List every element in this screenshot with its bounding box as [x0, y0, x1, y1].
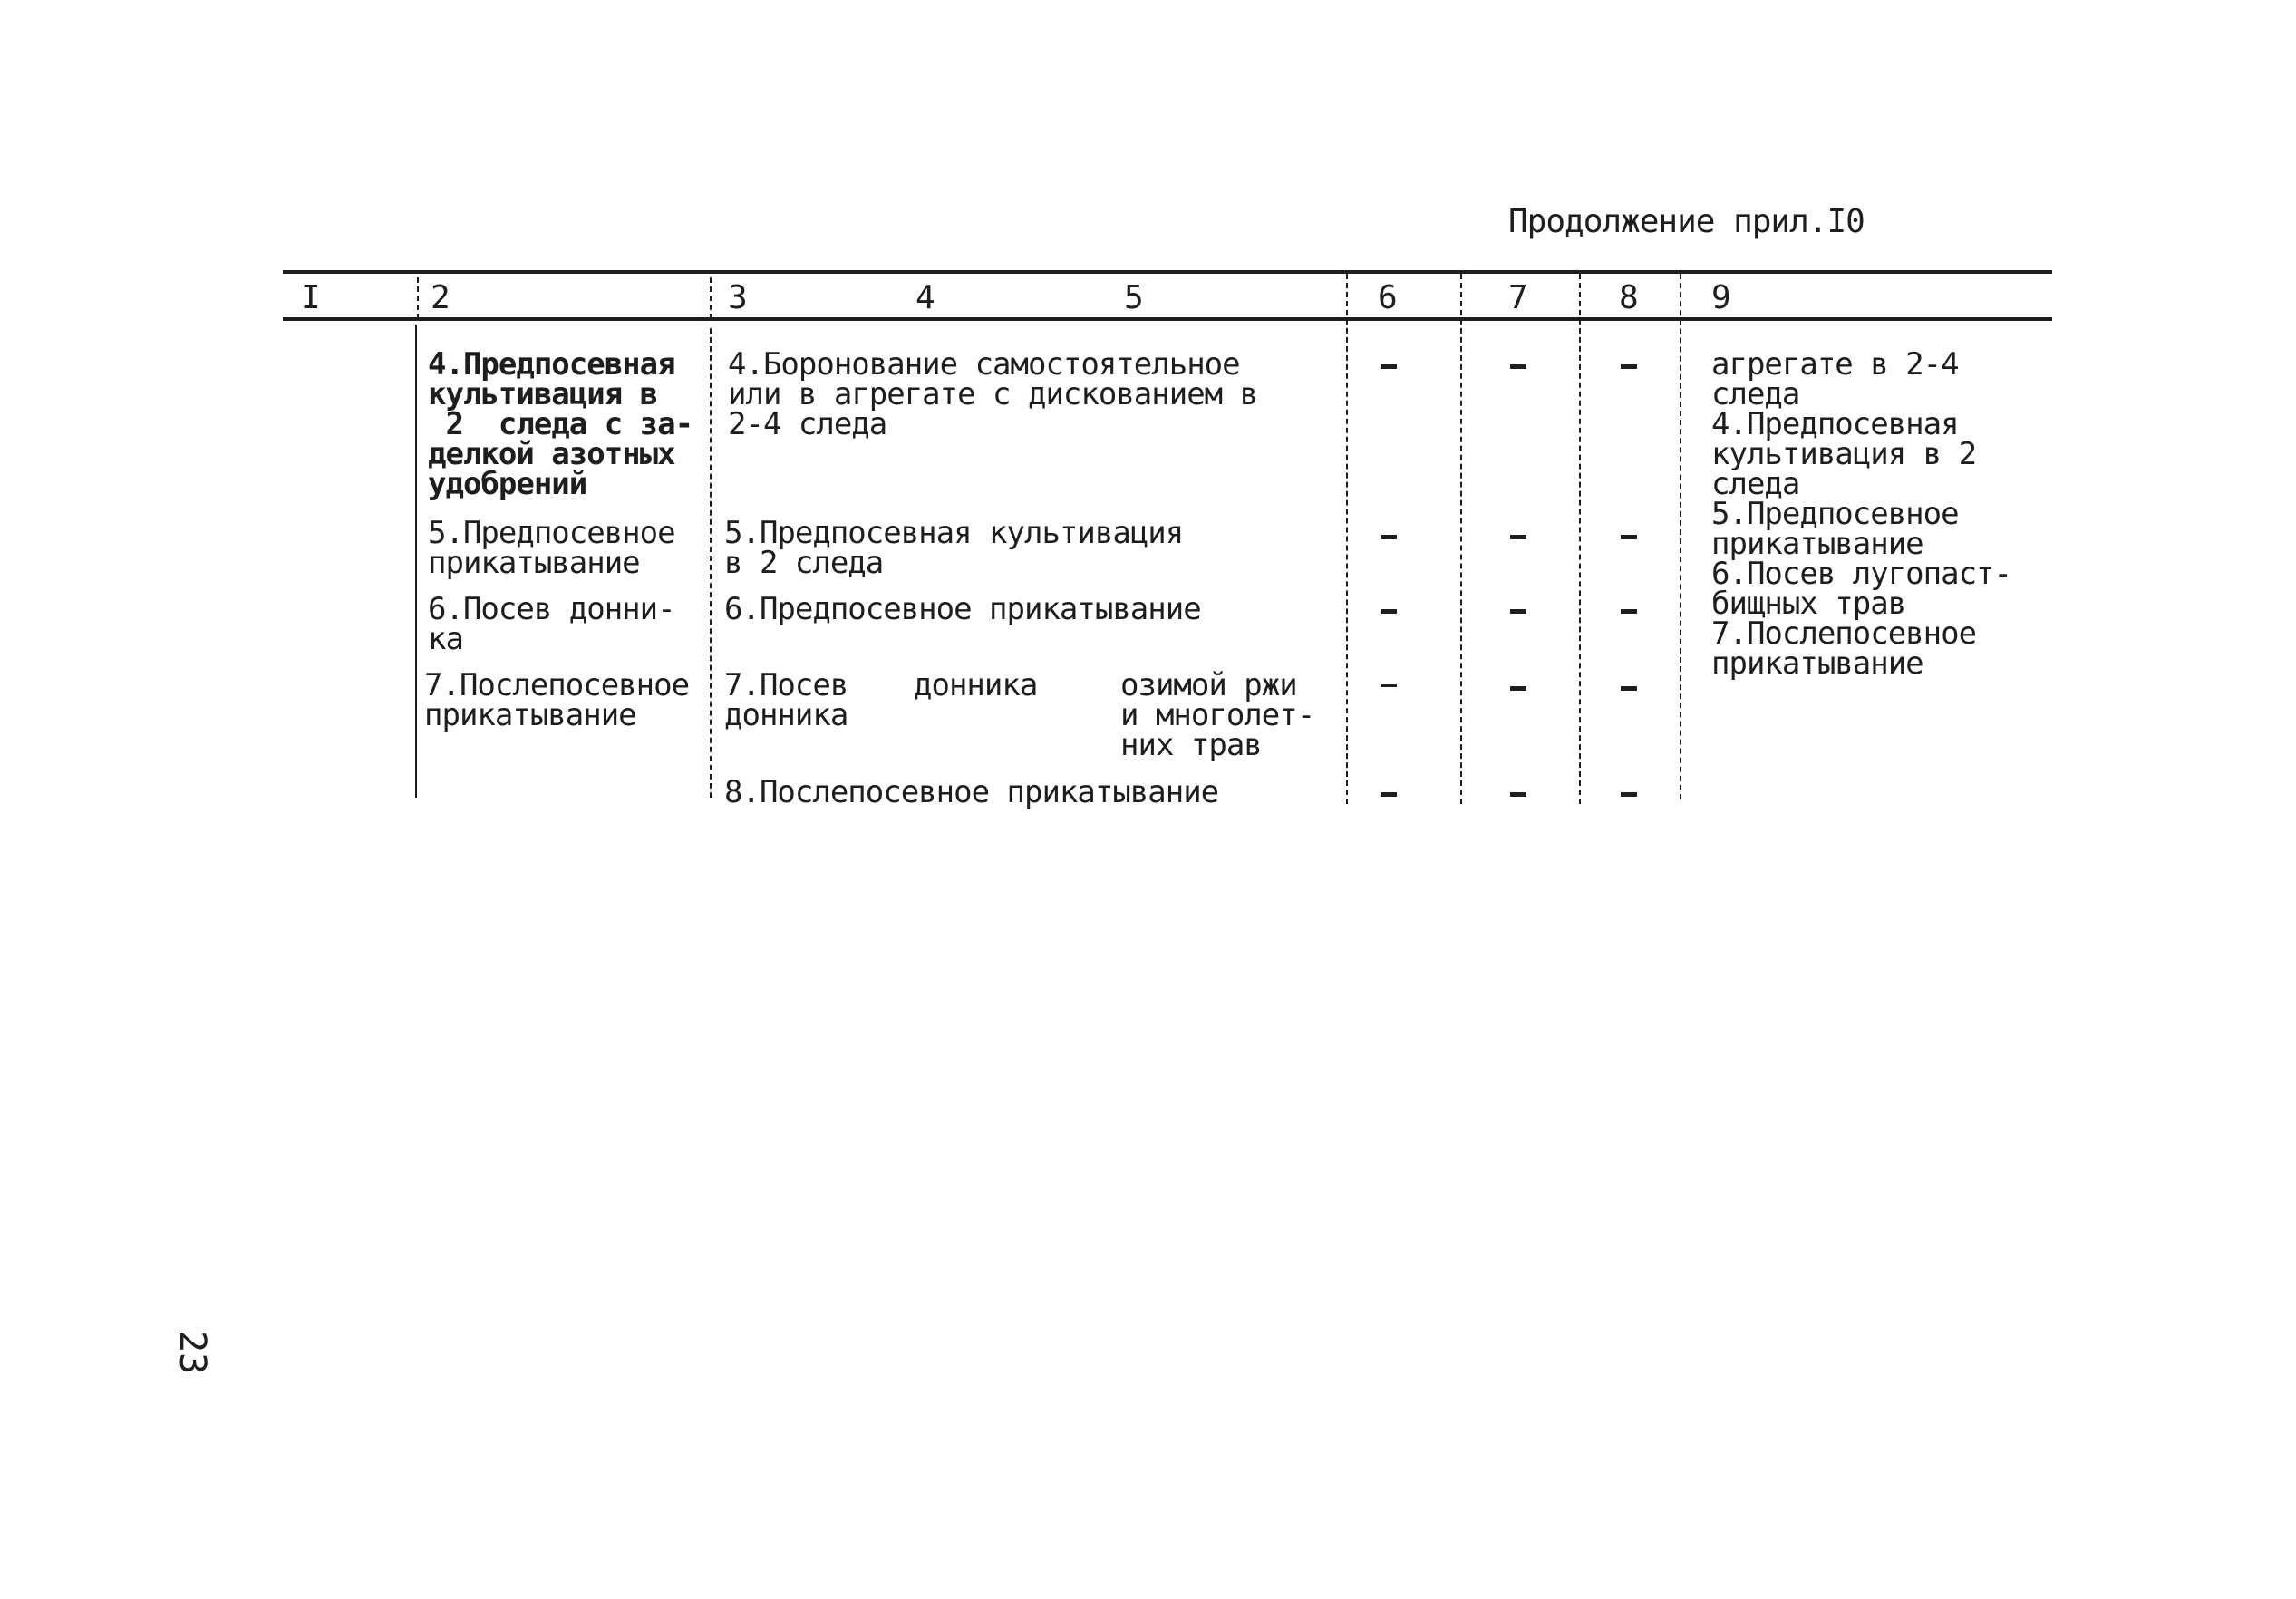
column-divider-6-7	[1460, 274, 1462, 804]
header-bottom-rule	[283, 317, 2052, 321]
column-divider-1-2	[417, 277, 419, 319]
column-divider-2-3	[415, 325, 417, 798]
col7-row-5-dash	[1510, 535, 1526, 539]
header-col-4: 4	[915, 279, 935, 316]
col2-row-7: 7.Послепосевное прикатывание	[424, 667, 690, 733]
col9-text: агрегате в 2-4 следа 4.Предпосевная культивация в 2 следа 5.Предпосевное прикатывание 6.Посев лугопаст- бищных трав 7.Послепосевное прикатывание	[1711, 346, 2011, 682]
col3-row-5: 5.Предпосевная культивация в 2 следа	[724, 515, 1184, 581]
col6-row-6-dash	[1381, 609, 1397, 614]
col8-row-6-dash	[1621, 609, 1637, 614]
col5-row-7: озимой ржи и многолет- них трав	[1120, 667, 1315, 763]
col8-row-5-dash	[1621, 535, 1637, 539]
col3-row-4: 4.Боронование самостоятельное или в агрегате с дискованием в 2-4 следа	[728, 346, 1258, 442]
header-col-1: I	[301, 279, 321, 316]
col2-row-5: 5.Предпосевное прикатывание	[428, 515, 675, 581]
header-col-5: 5	[1124, 279, 1144, 316]
col7-row-8-dash	[1510, 792, 1526, 797]
header-col-8: 8	[1619, 279, 1639, 316]
col6-row-8-dash	[1381, 792, 1397, 797]
col3-row-6: 6.Предпосевное прикатывание	[724, 591, 1201, 627]
col8-row-7-dash	[1621, 686, 1637, 691]
continuation-caption: Продолжение прил.I0	[1508, 203, 1865, 240]
header-col-2: 2	[431, 279, 450, 316]
column-divider-3-6	[710, 328, 712, 798]
col7-row-6-dash	[1510, 609, 1526, 614]
column-divider-8-9	[1680, 274, 1681, 800]
column-divider-5-6	[1346, 274, 1348, 804]
header-col-3: 3	[728, 279, 748, 316]
header-col-7: 7	[1508, 279, 1528, 316]
col6-row-5-dash	[1381, 535, 1397, 539]
col2-row-6: 6.Посев донни- ка	[428, 591, 675, 657]
col6-row-7-dash	[1381, 684, 1397, 687]
page-number: 23	[171, 1331, 213, 1375]
header-col-6: 6	[1378, 279, 1398, 316]
col6-row-4-dash	[1381, 364, 1397, 369]
column-divider-2-3-header	[710, 277, 712, 319]
col3-row-8: 8.Послепосевное прикатывание	[724, 774, 1219, 810]
col4-row-7: донника	[914, 667, 1038, 703]
col8-row-4-dash	[1621, 364, 1637, 369]
col2-row-4: 4.Предпосевная культивация в 2 следа с за- делкой азотных удобрений	[428, 346, 693, 502]
header-col-9: 9	[1711, 279, 1731, 316]
col3-row-7: 7.Посев донника	[724, 667, 848, 733]
col8-row-8-dash	[1621, 792, 1637, 797]
table-top-rule	[283, 270, 2052, 274]
col7-row-7-dash	[1510, 686, 1526, 691]
column-divider-7-8	[1579, 274, 1581, 804]
col7-row-4-dash	[1510, 364, 1526, 369]
